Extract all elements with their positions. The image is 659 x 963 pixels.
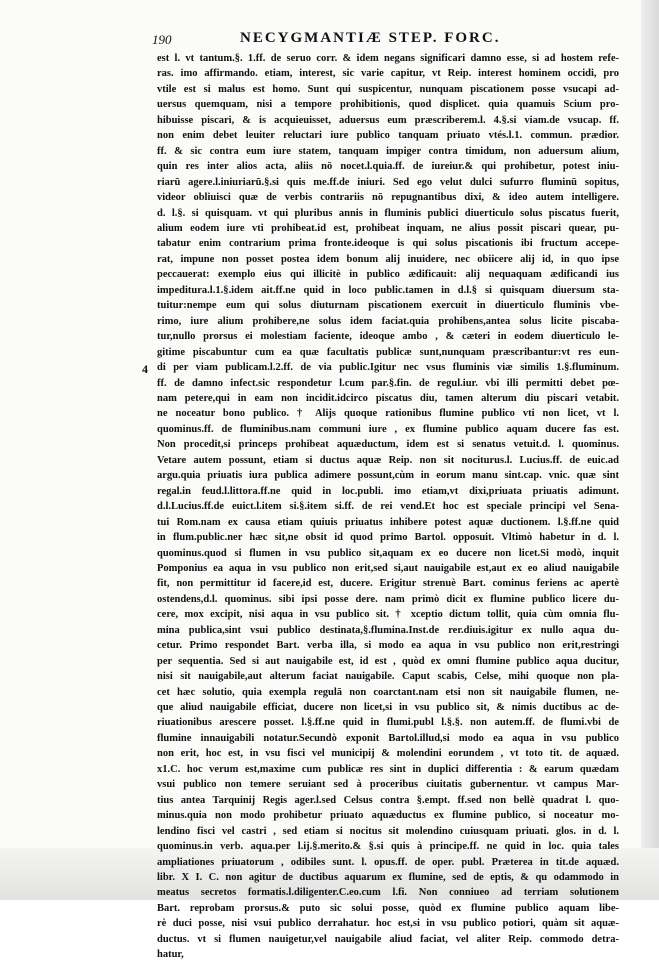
text-line: ampliationes priuatorum , odibiles sunt. l. opus.ff. de oper. publ. Præterea in tit.de aquæd. (157, 856, 619, 868)
text-line: Bart. reprobam prorsus.& puto sic solui posse, quòd ex flumine publico aquam libe- (157, 902, 619, 914)
text-line: ne noceatur bono publico. † Alijs quoque rationibus flumine publico vti non licet, vt l. (157, 408, 619, 420)
text-line: tur,nullo prorsus ei molestiam faciente, ideoque ambo , & cæteri in eodem diuerticulo le- (157, 331, 619, 343)
text-line: hatur, (157, 949, 184, 961)
text-line: tui Rom.nam ex causa etiam quiuis priuatus inhibere potest aquæ ductionem. l.§.ff.ne quid (157, 516, 619, 528)
text-line: rè duci posse, nisi vsui publico derrahatur. hoc est,si in vsu publico potiori, quàm sit aquæ- (157, 918, 619, 930)
running-head: NECYGMANTIÆ STEP. FORC. (240, 30, 501, 46)
page-number: 190 (152, 32, 172, 47)
text-line: ductus. vt si flumen nauigetur,vel nauigabile aliud faciat, vel aliter Reip. commodo detra- (157, 933, 619, 945)
text-line: mina publica,sint vsui publico destinata,§.flumina.Inst.de rer.diuis.igitur ex nullo aqua du- (157, 624, 619, 636)
text-line: ostendens,d.l. quominus. sibi ipsi posse dere. nam primò dicit ex flumine publico licere du- (157, 593, 619, 605)
text-line: tuitur:nempe eum qui solus diuturnam piscationem exercuit in diuerticulo fluminis vbe- (157, 300, 619, 312)
text-line: est l. vt tantum.§. 1.ff. de seruo corr. & idem negans significari damno esse, si ad hostem refe- (157, 53, 619, 64)
page-header (152, 30, 622, 52)
text-line: fit, non permittitur id facere,id est, ducere. Erigitur strenuè Bart. cominus feriens ac apertè (157, 578, 619, 590)
text-line: non erit, hoc est, in vsu fisci vel municipij & molendini eorundem , vt toto tit. de aquæd. (157, 748, 619, 760)
text-line: meatus secretos formatis.l.diligenter.C.eo.cum l.fi. Non conniueo ad terriam solutionem (157, 887, 619, 899)
text-line: riarū agere.l.iniuriarū.§.si quis me.ff.de iniuri. Sed ego velut dulci sufurro fluminū sopitus, (157, 176, 619, 188)
text-line: minus.quia non modo prohibetur priuato aquæductus ex flumine publico, si noceatur mo- (157, 810, 619, 822)
text-line: quominus.quod si flumen in vsu publico sit,aquam ex eo ducere non licet.Si modò, inquit (157, 547, 619, 559)
text-line: regal.in feud.l.littora.ff.ne quid in loc.publi. imo etiam,vt dixi,priuata priuatis adimunt. (157, 485, 619, 497)
text-line: que aliud nauigabile efficiat, ducere non licet,si in vsu publico sit, & nimis ductibus ac de- (157, 702, 619, 714)
text-line: rat, impune non posset postea idem bonum alij inuidere, nec obiicere alij id, in quo ipse (157, 253, 619, 265)
text-line: per sequentia. Sed si aut nauigabile est, id est , quòd ex omni flumine publico aqua ducitur, (157, 655, 619, 667)
text-line: tabatur enim contrarium prima fronte.ideoque is qui solus piscationis ibi fructum accepe- (157, 238, 619, 250)
text-line: gitime piscabuntur cum ea quæ facultatis publicæ sunt,nunquam præscribantur:vt res eun- (157, 346, 619, 358)
text-line: riuationibus arescere posset. l.§.ff.ne quid in flumi.publ l.§.§. non autem.ff. de flumi.vbi de (157, 717, 619, 729)
text-line: Non procedit,si princeps prohibeat aquæductum, idem est si senatus vetuit.d. l. quominus. (157, 439, 619, 451)
margin-note-number: 4 (142, 362, 148, 376)
text-line: cere, mox excipit, nisi aqua in vsu publico sit. † xceptio dictum tollit, quia cùm omnia flu- (157, 609, 619, 621)
text-line: libr. X I. C. non agitur de ductibus aquarum ex flumine, sed de eptis, & qu odammodo in (157, 872, 619, 884)
text-line: d. l.§. si quisquam. vt qui pluribus annis in fluminis publici diuerticulo solus piscatus fuerit, (157, 207, 619, 219)
text-line: nisi sit nauigabile,aut alterum faciat nauigabile. Caput scabis, Celse, mihi quoque non pla- (157, 671, 619, 683)
body-text (157, 51, 619, 963)
text-line: vsui publico non temere seruiant sed à proceribus ciuitatis gubernentur. vt campus Mar- (157, 779, 619, 791)
text-line: uersus quemquam, nisi a tempore prohibitionis, quod displicet. quia quamuis Scium pro- (157, 99, 619, 111)
text-line: vtile est si malus est homo. Sunt qui suspicentur, nunquam piscationem posse vsucapi ad- (157, 83, 619, 95)
text-line: lendino fisci vel castri , sed etiam si nocitus sit molendino cuiusquam priuati. glos. in d. l. (157, 825, 619, 837)
text-line: flumine innauigabili notatur.Secundò exponit Bartol.illud,si modo ea aqua in vsu publico (157, 732, 619, 744)
text-line: d.l.Lucius.ff.de euict.l.item si.§.item si.ff. de rei vend.Et hoc est speciale principi vel Sena- (157, 501, 619, 513)
text-line: quin res inter alios acta, aliis nō nocet.l.quia.ff. de iureiur.& qui prohibetur, potest iniu- (157, 161, 619, 173)
text-line: cet hæc solutio, quia exempla regulā non coarctant.nam etsi non sit nauigabile flumen, ne- (157, 686, 619, 698)
text-line: videor obliuisci quæ de verbis contrariis nō repugnantibus dixi, & ideo autem intelligere. (157, 192, 619, 204)
text-line: argu.quia priuatis iura publica adimere possunt,cùm in eorum manu sint.cap. vnic. quæ sint (157, 470, 619, 482)
text-line: quominus.ff. de fluminibus.nam communi iure , ex flumine publico aquam ducere fas est. (157, 423, 619, 435)
text-line: non enim debet leuiter reluctari iure publico tanquam priuato vtés.l.1. commun. prædior. (157, 130, 619, 142)
text-line: x1.C. hoc verum est,maxime cum publicæ res sint in duplici differentia : & earum quædam (157, 763, 619, 775)
text-line: hibuisse piscari, & is acquieuisset, aduersus eum præscriberem.l. 4.§.si viam.de vsucap. ff. (157, 114, 619, 126)
text-line: quominus.in verb. aqua.per l.ij.§.merito.& §.si quis à principe.ff. ne quid in loc. quia tales (157, 841, 619, 853)
text-line: cetur. Primo respondet Bart. verba illa, si modo ea aqua in vsu publico non erit,restringi (157, 640, 619, 652)
text-line: Vetare autem possunt, etiam si ductus aquæ Reip. non sit nociturus.l. Lucius.ff. de euic.ad (157, 454, 619, 466)
text-line: impeditura.l.1.§.idem ait.ff.ne quid in loco public.tamen in d.l.§ si quisquam diuersum sta- (157, 284, 619, 296)
text-line: di per viam publicam.l.2.ff. de via public.Igitur nec vsus fluminis viæ similis 1.§.fluminum. (157, 362, 619, 374)
text-line: rimo, iure alium prohibere,ne solus idem faciat.quia prohibens,antea solus licite piscaba- (157, 315, 619, 327)
text-line: tius antea Tarquinij Regis ager.l.sed Celsus contra §.empt. ff.sed non bellè quadrat l. quo- (157, 794, 619, 806)
text-line: Pomponius ea aqua in vsu publico non erit,sed si,aut nauigabile est,aut ex eo aliud nauigabile (157, 562, 619, 574)
text-line: in flum.public.ner hæc sit,ne obsit id quod primo Bartol. opposuit. Vltimò habetur in d. l. (157, 532, 619, 544)
text-line: nam petere,qui in eam non incidit.idcirco piscatus diu, tamen alterum diu piscari vetabit. (157, 392, 619, 404)
text-line: ras. imo affirmando. etiam, interest, sic varie capitur, vt Reip. interest hominem occidi, pro (157, 68, 619, 80)
text-line: ff. de damno infect.sic respondetur l.cum par.§.fin. de regul.iur. vbi illi permitti debet pœ- (157, 377, 619, 389)
text-line: ff. & sic contra eum iure statem, tanquam impiger contra timidum, non aduersum alium, (157, 145, 619, 157)
text-line: alium eodem iure vti prohibeat.id est, prohibeat inquam, ne alius possit piscari quear, pu- (157, 222, 619, 234)
page-edge-shadow (641, 0, 659, 900)
text-line: peccauerat: exemplo eius qui illicitè in publico ædificauit: alij nequaquam ædificandi ius (157, 269, 619, 281)
